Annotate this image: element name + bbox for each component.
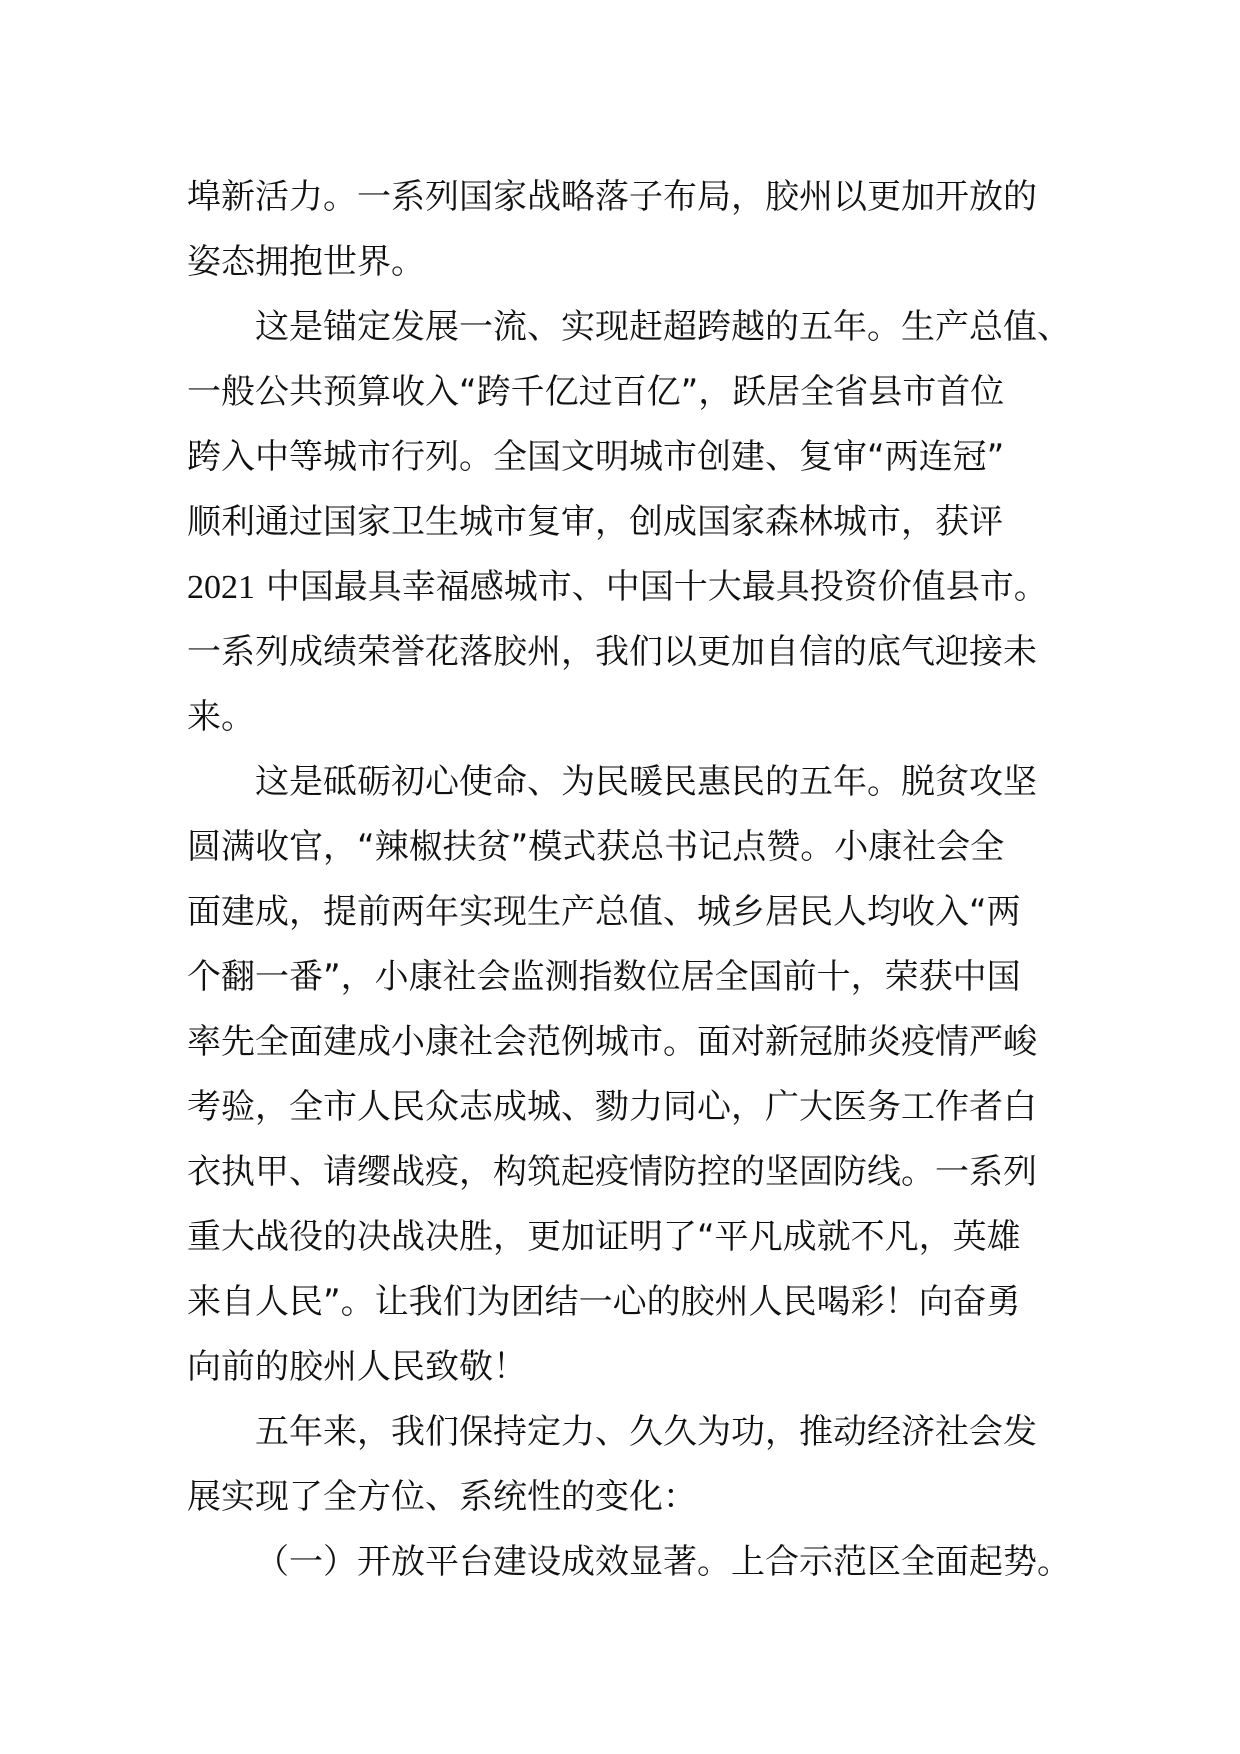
text-line: 衣执甲、请缨战疫，构筑起疫情防控的坚固防线。一系列 [187, 1152, 1037, 1192]
text-line: 展实现了全方位、系统性的变化： [187, 1477, 697, 1517]
text-line [187, 555, 1067, 620]
year-number: 2021 [187, 569, 255, 606]
body-text [187, 165, 1071, 1595]
text-line: 一般公共预算收入“跨千亿过百亿”，跃居全省县市首位 [187, 372, 1005, 412]
text-line: 个翻一番”，小康社会监测指数位居全国前十，荣获中国 [187, 957, 1021, 997]
text-line: 顺利通过国家卫生城市复审，创成国家森林城市，获评 [187, 502, 1003, 542]
paragraph-start-line: 这是锚定发展一流、实现赶超跨越的五年。生产总值、 [255, 307, 1071, 347]
text-line: 埠新活力。一系列国家战略落子布局，胶州以更加开放的 [187, 177, 1037, 217]
text-line: 向前的胶州人民致敬！ [187, 1347, 527, 1387]
text-line: 重大战役的决战决胜，更加证明了“平凡成就不凡，英雄 [187, 1217, 1021, 1257]
text-line: 面建成，提前两年实现生产总值、城乡居民人均收入“两 [187, 892, 1021, 932]
text-line: 来。 [187, 697, 255, 737]
text-line: 率先全面建成小康社会范例城市。面对新冠肺炎疫情严峻 [187, 1022, 1037, 1062]
section-heading-line: （一）开放平台建设成效显著。上合示范区全面起势。 [255, 1542, 1071, 1582]
paragraph-start-line: 五年来，我们保持定力、久久为功，推动经济社会发 [255, 1412, 1037, 1452]
text-line: 圆满收官，“辣椒扶贫”模式获总书记点赞。小康社会全 [187, 827, 1005, 867]
text-line: 一系列成绩荣誉花落胶州，我们以更加自信的底气迎接未 [187, 632, 1037, 672]
paragraph-start-line: 这是砥砺初心使命、为民暖民惠民的五年。脱贫攻坚 [255, 762, 1037, 802]
text-line: 来自人民”。让我们为团结一心的胶州人民喝彩！向奋勇 [187, 1282, 1021, 1322]
text-line-rest: 中国最具幸福感城市、中国十大最具投资价值县市。 [265, 567, 1048, 607]
text-line: 姿态拥抱世界。 [187, 242, 425, 282]
text-line: 跨入中等城市行列。全国文明城市创建、复审“两连冠” [187, 437, 1005, 477]
text-line: 考验，全市人民众志成城、勠力同心，广大医务工作者白 [187, 1087, 1037, 1127]
